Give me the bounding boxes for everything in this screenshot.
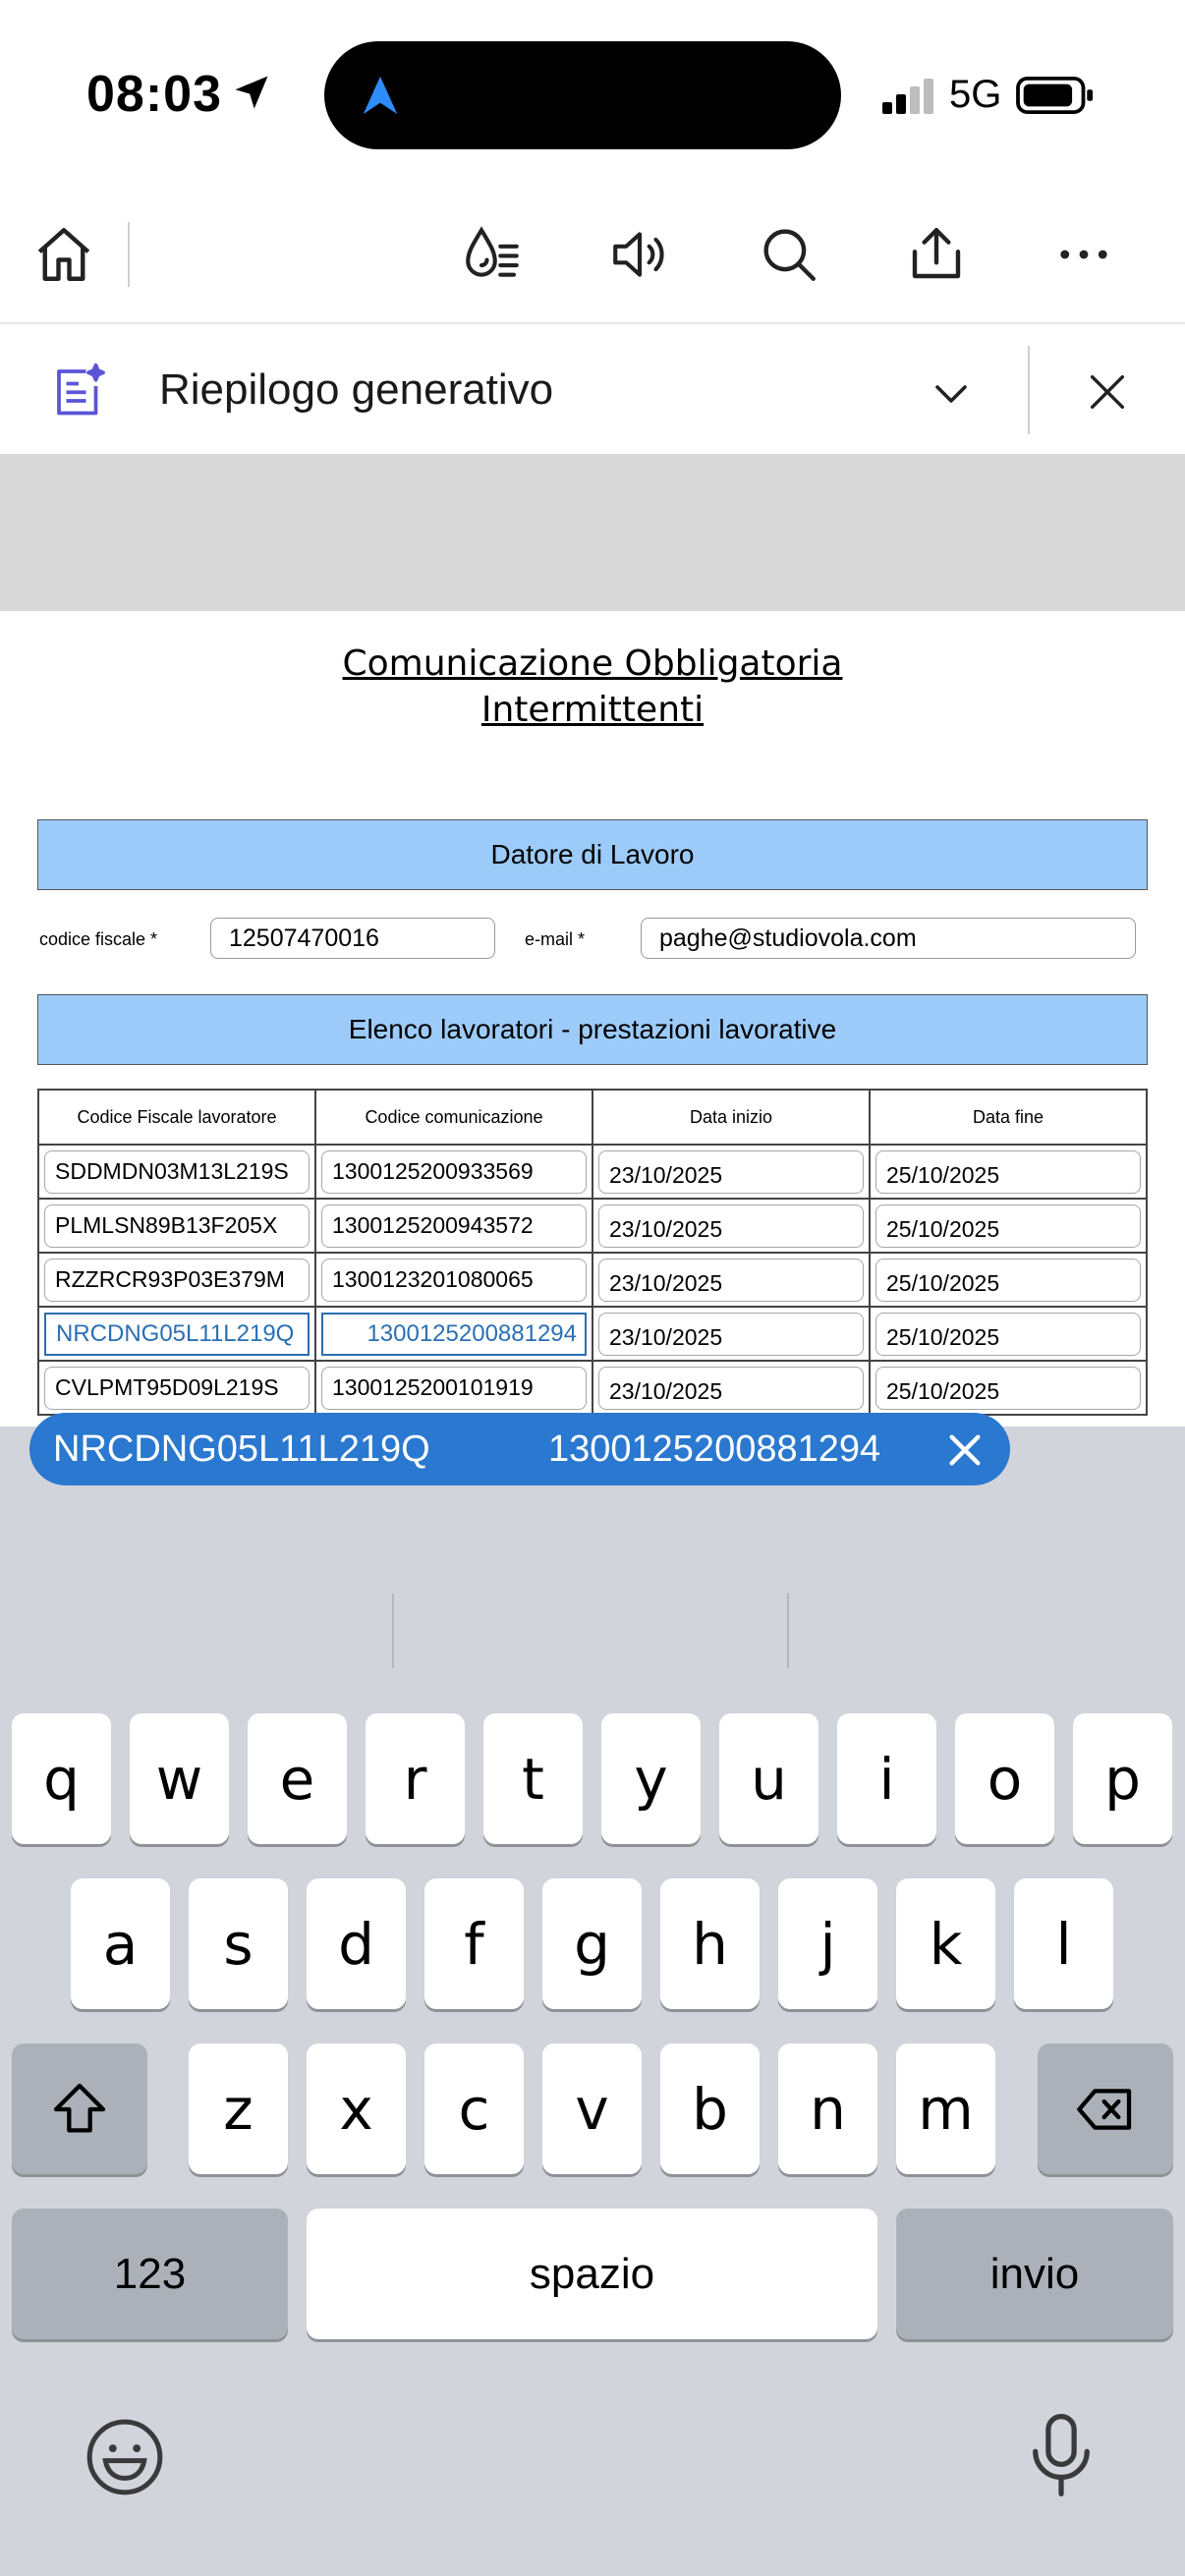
column-header-codice-fiscale: Codice Fiscale lavoratore (38, 1090, 315, 1145)
close-icon[interactable] (1085, 369, 1130, 415)
data-inizio-cell[interactable]: 23/10/2025 (598, 1367, 864, 1410)
key-o[interactable]: o (955, 1713, 1054, 1844)
battery-icon (1016, 77, 1095, 114)
summary-title: Riepilogo generativo (159, 365, 554, 414)
data-inizio-cell[interactable]: 23/10/2025 (598, 1150, 864, 1194)
data-inizio-cell[interactable]: 23/10/2025 (598, 1259, 864, 1302)
codice-fiscale-field[interactable]: 12507470016 (210, 918, 495, 959)
backspace-key[interactable] (1038, 2044, 1173, 2174)
table-row (38, 1253, 1147, 1307)
key-b[interactable]: b (660, 2044, 760, 2174)
codice-comunicazione-cell-selected[interactable]: 1300125200881294 (321, 1313, 587, 1356)
shift-icon (48, 2078, 111, 2141)
key-j[interactable]: j (778, 1878, 877, 2009)
key-d[interactable]: d (307, 1878, 406, 2009)
key-v[interactable]: v (542, 2044, 642, 2174)
key-k[interactable]: k (896, 1878, 995, 2009)
column-header-data-fine: Data fine (870, 1090, 1147, 1145)
codice-fiscale-cell[interactable]: SDDMDN03M13L219S (44, 1150, 310, 1194)
table-header-row (38, 1090, 1147, 1145)
table-row-selected (38, 1307, 1147, 1361)
document-title (0, 641, 1185, 733)
summary-divider (1028, 346, 1030, 434)
codice-comunicazione-cell[interactable]: 1300125200933569 (321, 1150, 587, 1194)
share-icon[interactable] (904, 222, 969, 287)
location-arrow-icon (230, 71, 273, 114)
return-key[interactable]: invio (896, 2209, 1173, 2339)
status-bar (0, 0, 1185, 187)
backspace-icon (1074, 2078, 1137, 2141)
generative-summary-bar[interactable] (0, 326, 1185, 454)
email-field[interactable]: paghe@studiovola.com (641, 918, 1136, 959)
toolbar-divider (128, 222, 130, 287)
data-fine-cell[interactable]: 25/10/2025 (875, 1150, 1141, 1194)
page-gap (0, 454, 1185, 611)
selection-suggestion-pill[interactable] (29, 1413, 1010, 1485)
key-z[interactable]: z (189, 2044, 288, 2174)
search-icon[interactable] (757, 222, 821, 287)
prediction-divider (392, 1594, 394, 1668)
codice-comunicazione-cell[interactable]: 1300123201080065 (321, 1259, 587, 1302)
key-n[interactable]: n (778, 2044, 877, 2174)
reading-mode-icon[interactable] (460, 222, 525, 287)
document-title-line1: Comunicazione Obbligatoria (342, 644, 843, 684)
employer-section-header: Datore di Lavoro (37, 819, 1148, 890)
codice-fiscale-label: codice fiscale * (39, 929, 158, 949)
key-a[interactable]: a (71, 1878, 170, 2009)
codice-fiscale-cell-selected[interactable]: NRCDNG05L11L219Q (44, 1313, 310, 1356)
status-time: 08:03 (86, 66, 222, 123)
key-q[interactable]: q (12, 1713, 111, 1844)
microphone-icon[interactable] (1022, 2411, 1100, 2499)
workers-table (37, 1089, 1148, 1416)
navigation-icon (356, 73, 405, 118)
key-t[interactable]: t (483, 1713, 583, 1844)
read-aloud-icon[interactable] (607, 222, 672, 287)
numbers-key[interactable]: 123 (12, 2209, 288, 2339)
more-icon[interactable] (1051, 222, 1116, 287)
network-label: 5G (949, 73, 1002, 116)
app-toolbar (0, 187, 1185, 324)
email-label: e-mail * (525, 929, 586, 949)
table-row (38, 1361, 1147, 1415)
prediction-divider (787, 1594, 789, 1668)
key-p[interactable]: p (1073, 1713, 1172, 1844)
data-fine-cell[interactable]: 25/10/2025 (875, 1204, 1141, 1248)
codice-comunicazione-cell[interactable]: 1300125200101919 (321, 1367, 587, 1410)
column-header-data-inizio: Data inizio (592, 1090, 870, 1145)
emoji-icon[interactable] (83, 2415, 167, 2499)
close-icon[interactable] (945, 1430, 985, 1470)
key-m[interactable]: m (896, 2044, 995, 2174)
space-key[interactable]: spazio (307, 2209, 877, 2339)
workers-section-header: Elenco lavoratori - prestazioni lavorative (37, 994, 1148, 1065)
key-h[interactable]: h (660, 1878, 760, 2009)
codice-comunicazione-cell[interactable]: 1300125200943572 (321, 1204, 587, 1248)
table-row (38, 1199, 1147, 1253)
suggestion-codice-fiscale: NRCDNG05L11L219Q (53, 1428, 430, 1470)
data-inizio-cell[interactable]: 23/10/2025 (598, 1313, 864, 1356)
key-c[interactable]: c (424, 2044, 524, 2174)
key-w[interactable]: w (130, 1713, 229, 1844)
data-inizio-cell[interactable]: 23/10/2025 (598, 1204, 864, 1248)
data-fine-cell[interactable]: 25/10/2025 (875, 1367, 1141, 1410)
pdf-page (0, 611, 1185, 1427)
shift-key[interactable] (12, 2044, 147, 2174)
signal-icon (882, 79, 937, 114)
key-l[interactable]: l (1014, 1878, 1113, 2009)
column-header-codice-comunicazione: Codice comunicazione (315, 1090, 592, 1145)
codice-fiscale-cell[interactable]: RZZRCR93P03E379M (44, 1259, 310, 1302)
key-x[interactable]: x (307, 2044, 406, 2174)
suggestion-codice-comunicazione: 1300125200881294 (548, 1428, 881, 1470)
home-icon[interactable] (31, 222, 96, 287)
ai-summary-icon (49, 362, 108, 420)
key-r[interactable]: r (366, 1713, 465, 1844)
codice-fiscale-cell[interactable]: PLMLSN89B13F205X (44, 1204, 310, 1248)
key-s[interactable]: s (189, 1878, 288, 2009)
key-e[interactable]: e (248, 1713, 347, 1844)
data-fine-cell[interactable]: 25/10/2025 (875, 1259, 1141, 1302)
key-f[interactable]: f (424, 1878, 524, 2009)
document-title-line2: Intermittenti (480, 690, 705, 730)
key-y[interactable]: y (601, 1713, 701, 1844)
key-u[interactable]: u (719, 1713, 818, 1844)
codice-fiscale-cell[interactable]: CVLPMT95D09L219S (44, 1367, 310, 1410)
data-fine-cell[interactable]: 25/10/2025 (875, 1313, 1141, 1356)
table-row (38, 1145, 1147, 1199)
key-i[interactable]: i (837, 1713, 936, 1844)
chevron-down-icon[interactable] (928, 369, 975, 417)
key-g[interactable]: g (542, 1878, 642, 2009)
